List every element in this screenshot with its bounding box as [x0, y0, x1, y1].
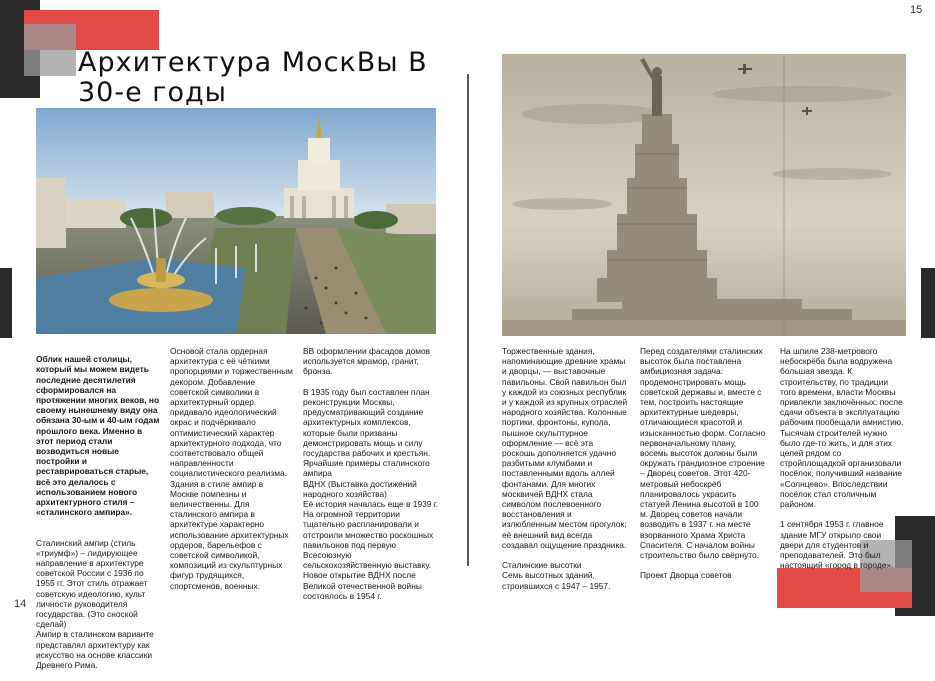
- page-number-left: 14: [14, 598, 27, 610]
- deco-dark-bar-right-edge: [921, 268, 935, 338]
- photo-palace-of-soviets: [502, 54, 906, 336]
- text-column-1: [36, 344, 160, 681]
- page-divider: [467, 74, 469, 566]
- text-column-5: Перед создателями сталинских высоток была поставлена амбициозная задача: продемонстрировать мощь советской державы и, вместе с тем, построить настоящие архитектурные шедевры, отличающиеся красотой и изысканностью форм. Согласно первоначальному плану, восемь высоток должны были окружать грандиозное строение – Дворец советов. Этот 420-метровый небоскрёб планировалось украсить статуей Ленина высотой в 100 м. Дворец советов начали возводить в 1937 г. на месте взорванного Храма Христа Спасителя. С началом войны строительство было свёрнуто. Проект Дворца советов: [640, 346, 766, 581]
- lead-paragraph: Облик нашей столицы, который мы можем видеть последние десятилетия сформировался на протяжении многих веков, но своему нынешнему виду она обязана 30-ым и 40-ым годам прошлого века. Именно в этот период стали возводиться новые постройки и реставрироваться старые, всё это делалось с использованием нового архитектурного стиля – «сталинского ампира».: [36, 354, 160, 518]
- body-paragraph: Сталинский ампир (стиль «триумф») – лидирующее направление в архитектуре советской России с 1936 по 1955 гг. Этот стиль отражает советскую идеологию, культ личности руководителя государства. (Это сноской сделай) Ампир в сталинском варианте представлял архитектуру как искусство на основе классики Древнего Рима.: [36, 537, 154, 671]
- vdnkh-illustration: [36, 108, 436, 334]
- page-title: Архитектура МоскВы В 30-е годы: [78, 47, 428, 108]
- text-column-2: Основой стала ордерная архитектура с её чёткими пропорциями и торжественным декором. Добавление советской символики в архитектурный ордер придавало идеологический окрас и подчёркивало оптимистический характер архитектурного подхода, что соответствовало общей направленности социалистического реализма. Здания в стиле ампир в Москве помпезны и величественны. Для сталинского ампира в архитектуре характерно использование архитектурных ордеров, барельефов с советской символикой, композиций из скульптурных фигур трудящихся, спортсменов, военных.: [170, 346, 293, 591]
- page-number-right: 15: [910, 4, 923, 16]
- photo-vdnkh: [36, 108, 436, 334]
- palace-of-soviets-illustration: [502, 54, 906, 336]
- deco-dark-bar-left-edge: [0, 268, 12, 338]
- text-column-6: На шпиле 238-метрового небоскрёба была водружена большая звезда. К строительству, по традиции того времени, власти Москвы привлекли заключённых: после сдачи объекта в эксплуатацию рабочим пообещали амнистию. Тысячам строителей нужно было где-то жить, и для этих целей рядом со стройплощадкой организовали посёлок, получивший название «Солнцево». Впоследствии посёлок стал столичным районом. 1 сентября 1953 г. главное здание МГУ открыло свои двери для студентов и преподавателей. Это был настоящий «город в городе».: [780, 346, 904, 571]
- deco-gray-block-top-left: [24, 24, 76, 76]
- text-column-3: ВВ оформлении фасадов домов используется мрамор, гранит, бронза. В 1935 году был составлен план реконструкции Москвы, предусматривающий создание архитектурных комплексов, которые были призваны демонстрировать мощь и силу государства рабочих и крестьян. Ярчайшие примеры сталинского ампира ВДНХ (Выставка достижений народного хозяйства) Её история началась еще в 1939 г. На огромной территории тщательно распланировали и отстроили множество роскошных павильонов под первую Всесоюзную сельскохозяйственную выставку. Новое открытие ВДНХ после Великой отечественной войны состоялось в 1954 г.: [303, 346, 439, 601]
- text-column-4: Торжественные здания, напоминающие древние храмы и дворцы, — выставочные павильоны. Свой павильон был у каждой из союзных республик и у каждой из крупных отраслей народного хозяйства. Колонные портики, фронтоны, купола, пышное скульптурное оформление — всё эта роскошь дополняется удачно разбитыми клумбами и поставленными вдоль аллей фонтанами. Для многих москвичей ВДНХ стала символом послевоенного восстановления и излюбленным местом прогулок; её внешний вид всегда создавал ощущение праздника. Сталинские высотки Семь высотных зданий, строившихся с 1947 – 1957.: [502, 346, 628, 591]
